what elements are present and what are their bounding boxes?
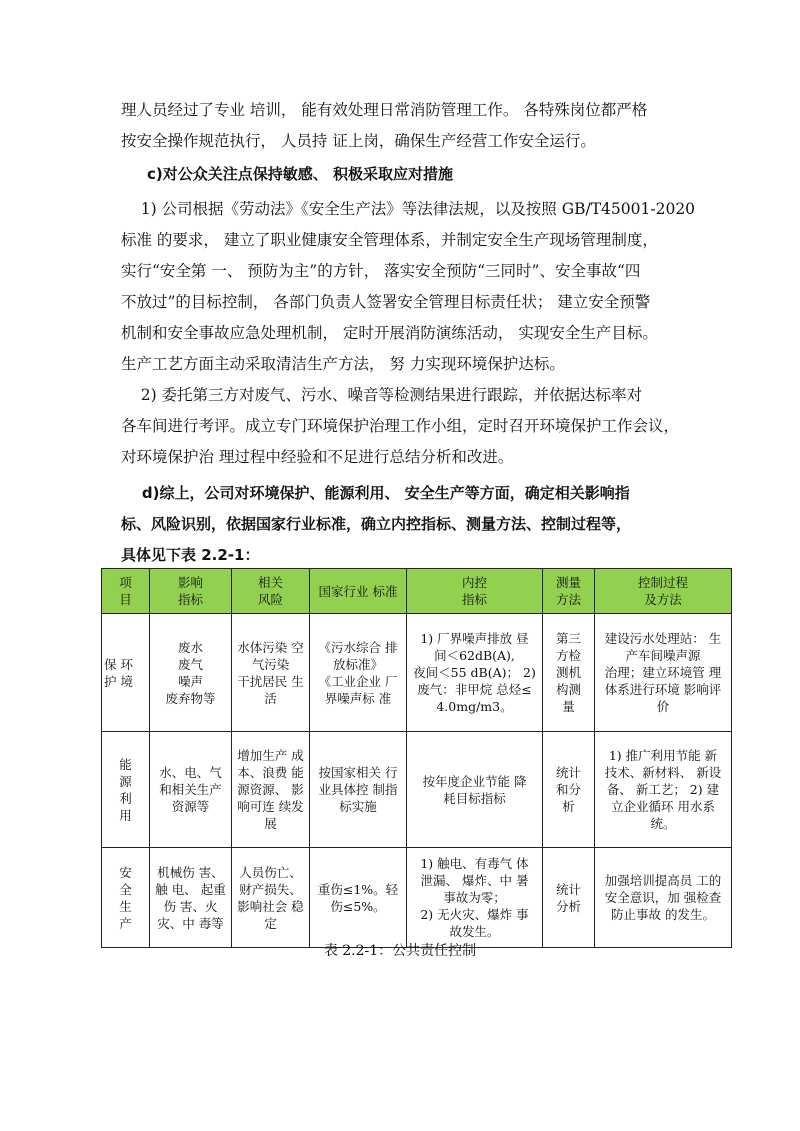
table-cell [310,848,407,948]
cell-text: 价 [656,699,670,714]
cell-text: 安全意识，加 强检查 [604,890,722,905]
table-cell [232,848,310,948]
table-cell [595,848,732,948]
cell-text: 4.0mg/m3。 [436,699,513,714]
cell-text: 第三 [555,631,581,646]
table-cell [150,848,232,948]
header-text: 方法 [555,592,581,607]
cell-text: 废气：非甲烷 总烃≤ [417,682,532,697]
cell-text: 《工业企业 厂 [318,673,398,689]
table-cell [102,614,150,732]
cell-text: 废弃物等 [165,690,216,706]
header-text: 指标 [461,592,487,607]
cell-text: 放标准》 [332,656,383,672]
table-header-cell [595,569,732,614]
cell-text: 影响社会 稳 [237,898,304,914]
table-cell [310,732,407,848]
cell-text: 护 境 [104,673,133,689]
cell-text: 备、 新工艺； 2) 建 [606,782,720,797]
cell-text: 产 [119,915,132,931]
table-row [102,732,732,848]
cell-text: 1) 厂界噪声排放 昼 [420,631,529,646]
cell-text: 财产损失、 [239,881,302,897]
cell-text: 干扰居民 生 [237,673,304,689]
cell-text: 能 [119,756,132,772]
cell-text: 和分 [555,782,581,797]
paragraph-line: 各车间进行考评。成立专门环境保护治理工作小组，定时召开环境保护工作会议， [121,417,680,435]
cell-text: 生 [119,898,132,914]
table-body [102,614,732,948]
cell-text: 增加生产 成 [237,748,304,763]
cell-text: 本、浪费 能 [237,765,304,780]
paragraph-line: 按安全操作规范执行， 人员持 证上岗，确保生产经营工作安全运行。 [121,132,596,150]
table-header-row [102,569,732,614]
paragraph-line: 实行“安全第 一、 预防为主”的方针， 落实安全预防“三同时”、安全事故“四 [121,262,641,280]
cell-text: 统计 [555,881,581,897]
cell-text: 按年度企业节能 降 [422,773,527,789]
cell-text: 量 [562,699,575,714]
table-header-cell [232,569,310,614]
cell-text: 灾、中 毒等 [157,915,224,931]
cell-text: 响可连 续发 [237,799,304,814]
cell-text: 建设污水处理站： 生 [604,631,722,646]
paragraph-line: 标准 的要求， 建立了职业健康安全管理体系，并制定安全生产现场管理制度， [121,231,658,249]
cell-text: 方检 [555,648,581,663]
cell-text: 分析 [555,898,581,914]
cell-text: 统计 [555,765,581,780]
header-text: 内控 [461,575,487,590]
paragraph [121,380,695,473]
cell-text: 伤≤5%。 [330,898,386,914]
cell-text: 立企业循环 用水系 [611,799,715,814]
table-cell [150,614,232,732]
header-text: 目 [119,592,132,607]
table-row [102,848,732,948]
cell-text: 治理；建立环境管 理 [604,665,722,680]
cell-text: 泄漏、 爆炸、中 暑 [420,873,529,888]
cell-text: 防止事故 的发生。 [611,907,715,922]
cell-text: 产车间噪声源 [625,648,701,663]
table-cell [232,732,310,848]
table-cell [407,848,543,948]
cell-text: 体系进行环境 影响评 [604,682,722,697]
paragraph [121,194,695,380]
table-caption: 表 2.2-1：公共责任控制 [323,943,477,959]
table-header-cell [150,569,232,614]
cell-text: 人员伤亡、 [239,864,302,880]
cell-text: 触 电、 起重 [155,881,226,897]
table-header-cell [102,569,150,614]
header-text: 风险 [257,592,283,607]
table-header-cell [407,569,543,614]
cell-text: 安 [119,864,132,880]
public-responsibility-table [101,568,732,948]
cell-text: 气污染 [251,656,290,672]
cell-text: 伤 害、火 [163,898,218,914]
cell-text: 废气 [177,656,203,672]
table-cell [407,614,543,732]
paragraph-line: 理人员经过了专业 培训， 能有效处理日常消防管理工作。 各特殊岗位都严格 [121,101,648,119]
cell-text: 析 [562,799,575,814]
paragraph-line: 机制和安全事故应急处理机制， 定时开展消防演练活动， 实现安全生产目标。 [121,324,658,342]
cell-text: 1) 触电、有毒气 体 [420,856,529,871]
cell-text: 活 [264,690,277,706]
table-cell [150,732,232,848]
table-header-cell [543,569,595,614]
cell-text: 全 [119,881,132,897]
cell-text: 统。 [650,816,676,831]
cell-text: 夜间＜55 dB(A)； 2) [413,665,536,680]
paragraph-line: 不放过”的目标控制， 各部门负责人签署安全管理目标责任状； 建立安全预警 [121,293,651,311]
cell-text: 加强培训提高员 工的 [604,873,722,888]
table-cell [407,732,543,848]
cell-text: 构测 [555,682,581,697]
table-cell [232,614,310,732]
header-text: 影响 [177,575,203,590]
cell-text: 定 [264,915,277,931]
cell-text: 技术、新材料、 新设 [604,765,722,780]
cell-text: 机械伤 害、 [157,864,224,880]
cell-text: 故发生。 [449,924,500,939]
header-text: 国家行业 标准 [318,583,398,599]
paragraph-line: d)综上，公司对环境保护、能源利用、 安全生产等方面，确定相关影响指 [121,484,630,502]
cell-text: 测机 [555,665,581,680]
table-cell [543,848,595,948]
cell-text: 展 [264,816,277,831]
paragraph-line: 具体见下表 2.2-1： [121,546,260,564]
cell-text: 2) 无火灾、爆炸 事 [420,907,529,922]
cell-text: 保 环 [104,656,133,672]
paragraph-line: c)对公众关注点保持敏感、 积极采取应对措施 [147,165,453,183]
cell-text: 耗目标指标 [443,790,506,806]
cell-text: 废水 [177,639,203,655]
cell-text: 标实施 [339,799,377,814]
table-cell [595,614,732,732]
paragraph-line: 对环境保护治 理过程中经验和不足进行总结分析和改进。 [121,448,514,466]
header-text: 及方法 [644,592,682,607]
paragraph-line: 2) 委托第三方对废气、污水、噪音等检测结果进行跟踪，并依据达标率对 [121,386,643,404]
cell-text: 界噪声标 准 [324,690,392,706]
cell-text: 事故为零； [443,890,506,905]
cell-text: 间＜62dB(A), [434,648,515,663]
table-cell [310,614,407,732]
cell-text: 噪声 [177,673,203,689]
table-cell [543,732,595,848]
header-text: 测量 [555,575,581,590]
cell-text: 源 [119,773,132,789]
cell-text: 水、电、气 [159,765,222,780]
cell-text: 利 [119,790,132,806]
header-text: 指标 [177,592,203,607]
cell-text: 业具体控 制指 [318,782,398,797]
cell-text: 用 [119,807,132,823]
paragraph-line: 生产工艺方面主动采取清洁生产方法， 努 力实现环境保护达标。 [121,355,565,373]
cell-text: 资源等 [171,799,210,814]
table-cell [595,732,732,848]
paragraph [121,478,695,571]
table-row [102,614,732,732]
table-cell [543,614,595,732]
table-cell [102,732,150,848]
cell-text: 和相关生产 [159,782,222,797]
paragraph [121,95,695,157]
paragraph-line: 1) 公司根据《劳动法》《安全生产法》等法律法规，以及按照 GB/T45001-2020 [121,200,695,218]
cell-text: 《污水综合 排 [318,639,398,655]
cell-text: 重伤≤1%。轻 [317,881,399,897]
cell-text: 1) 推广利用节能 新 [608,748,718,763]
table-header-cell [310,569,407,614]
cell-text: 水体污染 空 [237,639,304,655]
header-text: 项 [119,575,132,590]
cell-text: 按国家相关 行 [318,765,398,780]
header-text: 相关 [257,575,283,590]
cell-text: 源资源、 影 [237,782,304,797]
header-text: 控制过程 [637,575,688,590]
paragraph-line: 标、风险识别，依据国家行业标准，确立内控指标、测量方法、控制过程等， [121,515,632,533]
table-cell [102,848,150,948]
paragraph [121,159,721,190]
